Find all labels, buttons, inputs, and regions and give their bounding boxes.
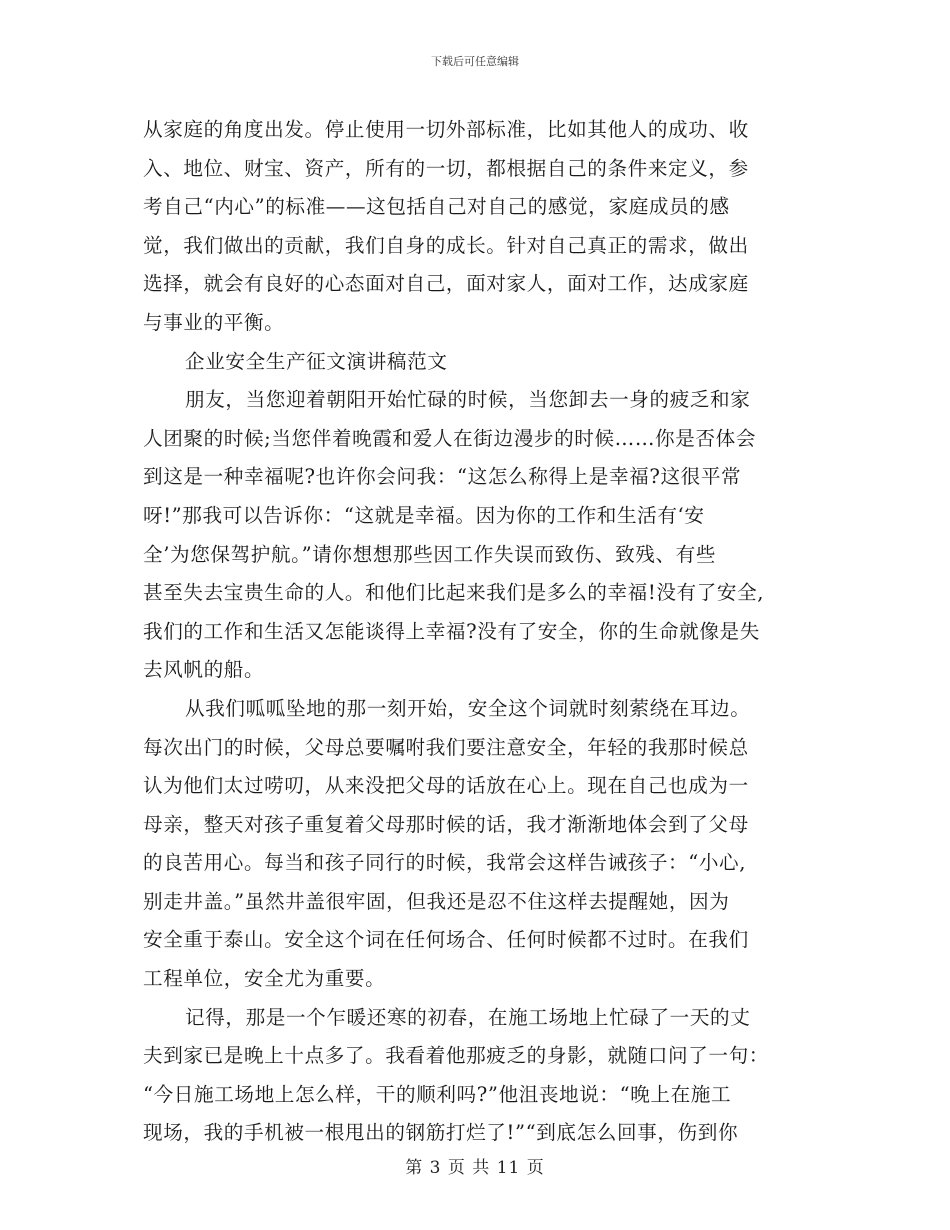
paragraph-start: 朋友，当您迎着朝阳开始忙碌的时候，当您卸去一身的疲乏和家 xyxy=(185,388,751,412)
text-line: 从家庭的角度出发。停止使用一切外部标准，比如其他人的成功、收 xyxy=(143,118,749,141)
text-line: 觉，我们做出的贡献，我们自身的成长。针对自己真正的需求，做出 xyxy=(143,233,749,257)
text-line: 的良苦用心。每当和孩子同行的时候，我常会这样告诫孩子：“小心, xyxy=(143,851,747,875)
text-line: 我们的工作和生活又怎能谈得上幸福?没有了安全，你的生命就像是失 xyxy=(143,619,760,643)
text-line: 母亲，整天对孩子重复着父母那时候的话，我才渐渐地体会到了父母 xyxy=(143,812,749,836)
text-line: 别走井盖。”虽然井盖很牢固，但我还是忍不住这样去提醒她，因为 xyxy=(143,889,730,913)
text-line: 到这是一种幸福呢?也许你会问我：“这怎么称得上是幸福?这很平常 xyxy=(143,465,742,489)
text-line: 甚至失去宝贵生命的人。和他们比起来我们是多么的幸福!没有了安全, xyxy=(143,581,765,605)
text-line: 人团聚的时候;当您伴着晚霞和爱人在街边漫步的时候……你是否体会 xyxy=(143,426,757,450)
text-line: 现场，我的手机被一根甩出的钢筋打烂了!”“到底怎么回事，伤到你 xyxy=(143,1121,739,1145)
text-line: 夫到家已是晚上十点多了。我看着他那疲乏的身影，就随口问了一句： xyxy=(143,1044,770,1068)
text-line: 全’为您保驾护航。”请你想想那些因工作失误而致伤、致残、有些 xyxy=(143,542,717,566)
text-line: 去风帆的船。 xyxy=(143,658,265,682)
text-line: 每次出门的时候，父母总要嘱咐我们要注意安全，年轻的我那时候总 xyxy=(143,735,749,759)
text-line: “今日施工场地上怎么样，干的顺利吗?”他沮丧地说：“晚上在施工 xyxy=(143,1082,732,1106)
page-footer: 第 3 页 共 11 页 xyxy=(405,1158,545,1178)
section-title: 企业安全生产征文演讲稿范文 xyxy=(185,349,448,373)
page-header: 下载后可任意编辑 xyxy=(431,55,519,68)
text-line: 与事业的平衡。 xyxy=(143,310,285,334)
text-line: 入、地位、财宝、资产，所有的一切，都根据自己的条件来定义，参 xyxy=(143,156,749,180)
text-line: 认为他们太过唠叨，从来没把父母的话放在心上。现在自己也成为一 xyxy=(143,774,749,798)
text-line: 考自己“内心”的标准——这包括自己对自己的感觉，家庭成员的感 xyxy=(143,195,730,219)
paragraph-start: 从我们呱呱坠地的那一刻开始，安全这个词就时刻萦绕在耳边。 xyxy=(185,696,751,720)
text-line: 工程单位，安全尤为重要。 xyxy=(143,967,386,991)
document-body xyxy=(143,111,811,1153)
paragraph-start: 记得，那是一个乍暖还寒的初春，在施工场地上忙碌了一天的丈 xyxy=(185,1005,751,1029)
text-line: 安全重于泰山。安全这个词在任何场合、任何时候都不过时。在我们 xyxy=(143,928,749,952)
text-line: 呀!”那我可以告诉你：“这就是幸福。因为你的工作和生活有‘安 xyxy=(143,503,705,527)
text-line: 选择，就会有良好的心态面对自己，面对家人，面对工作，达成家庭 xyxy=(143,272,749,296)
